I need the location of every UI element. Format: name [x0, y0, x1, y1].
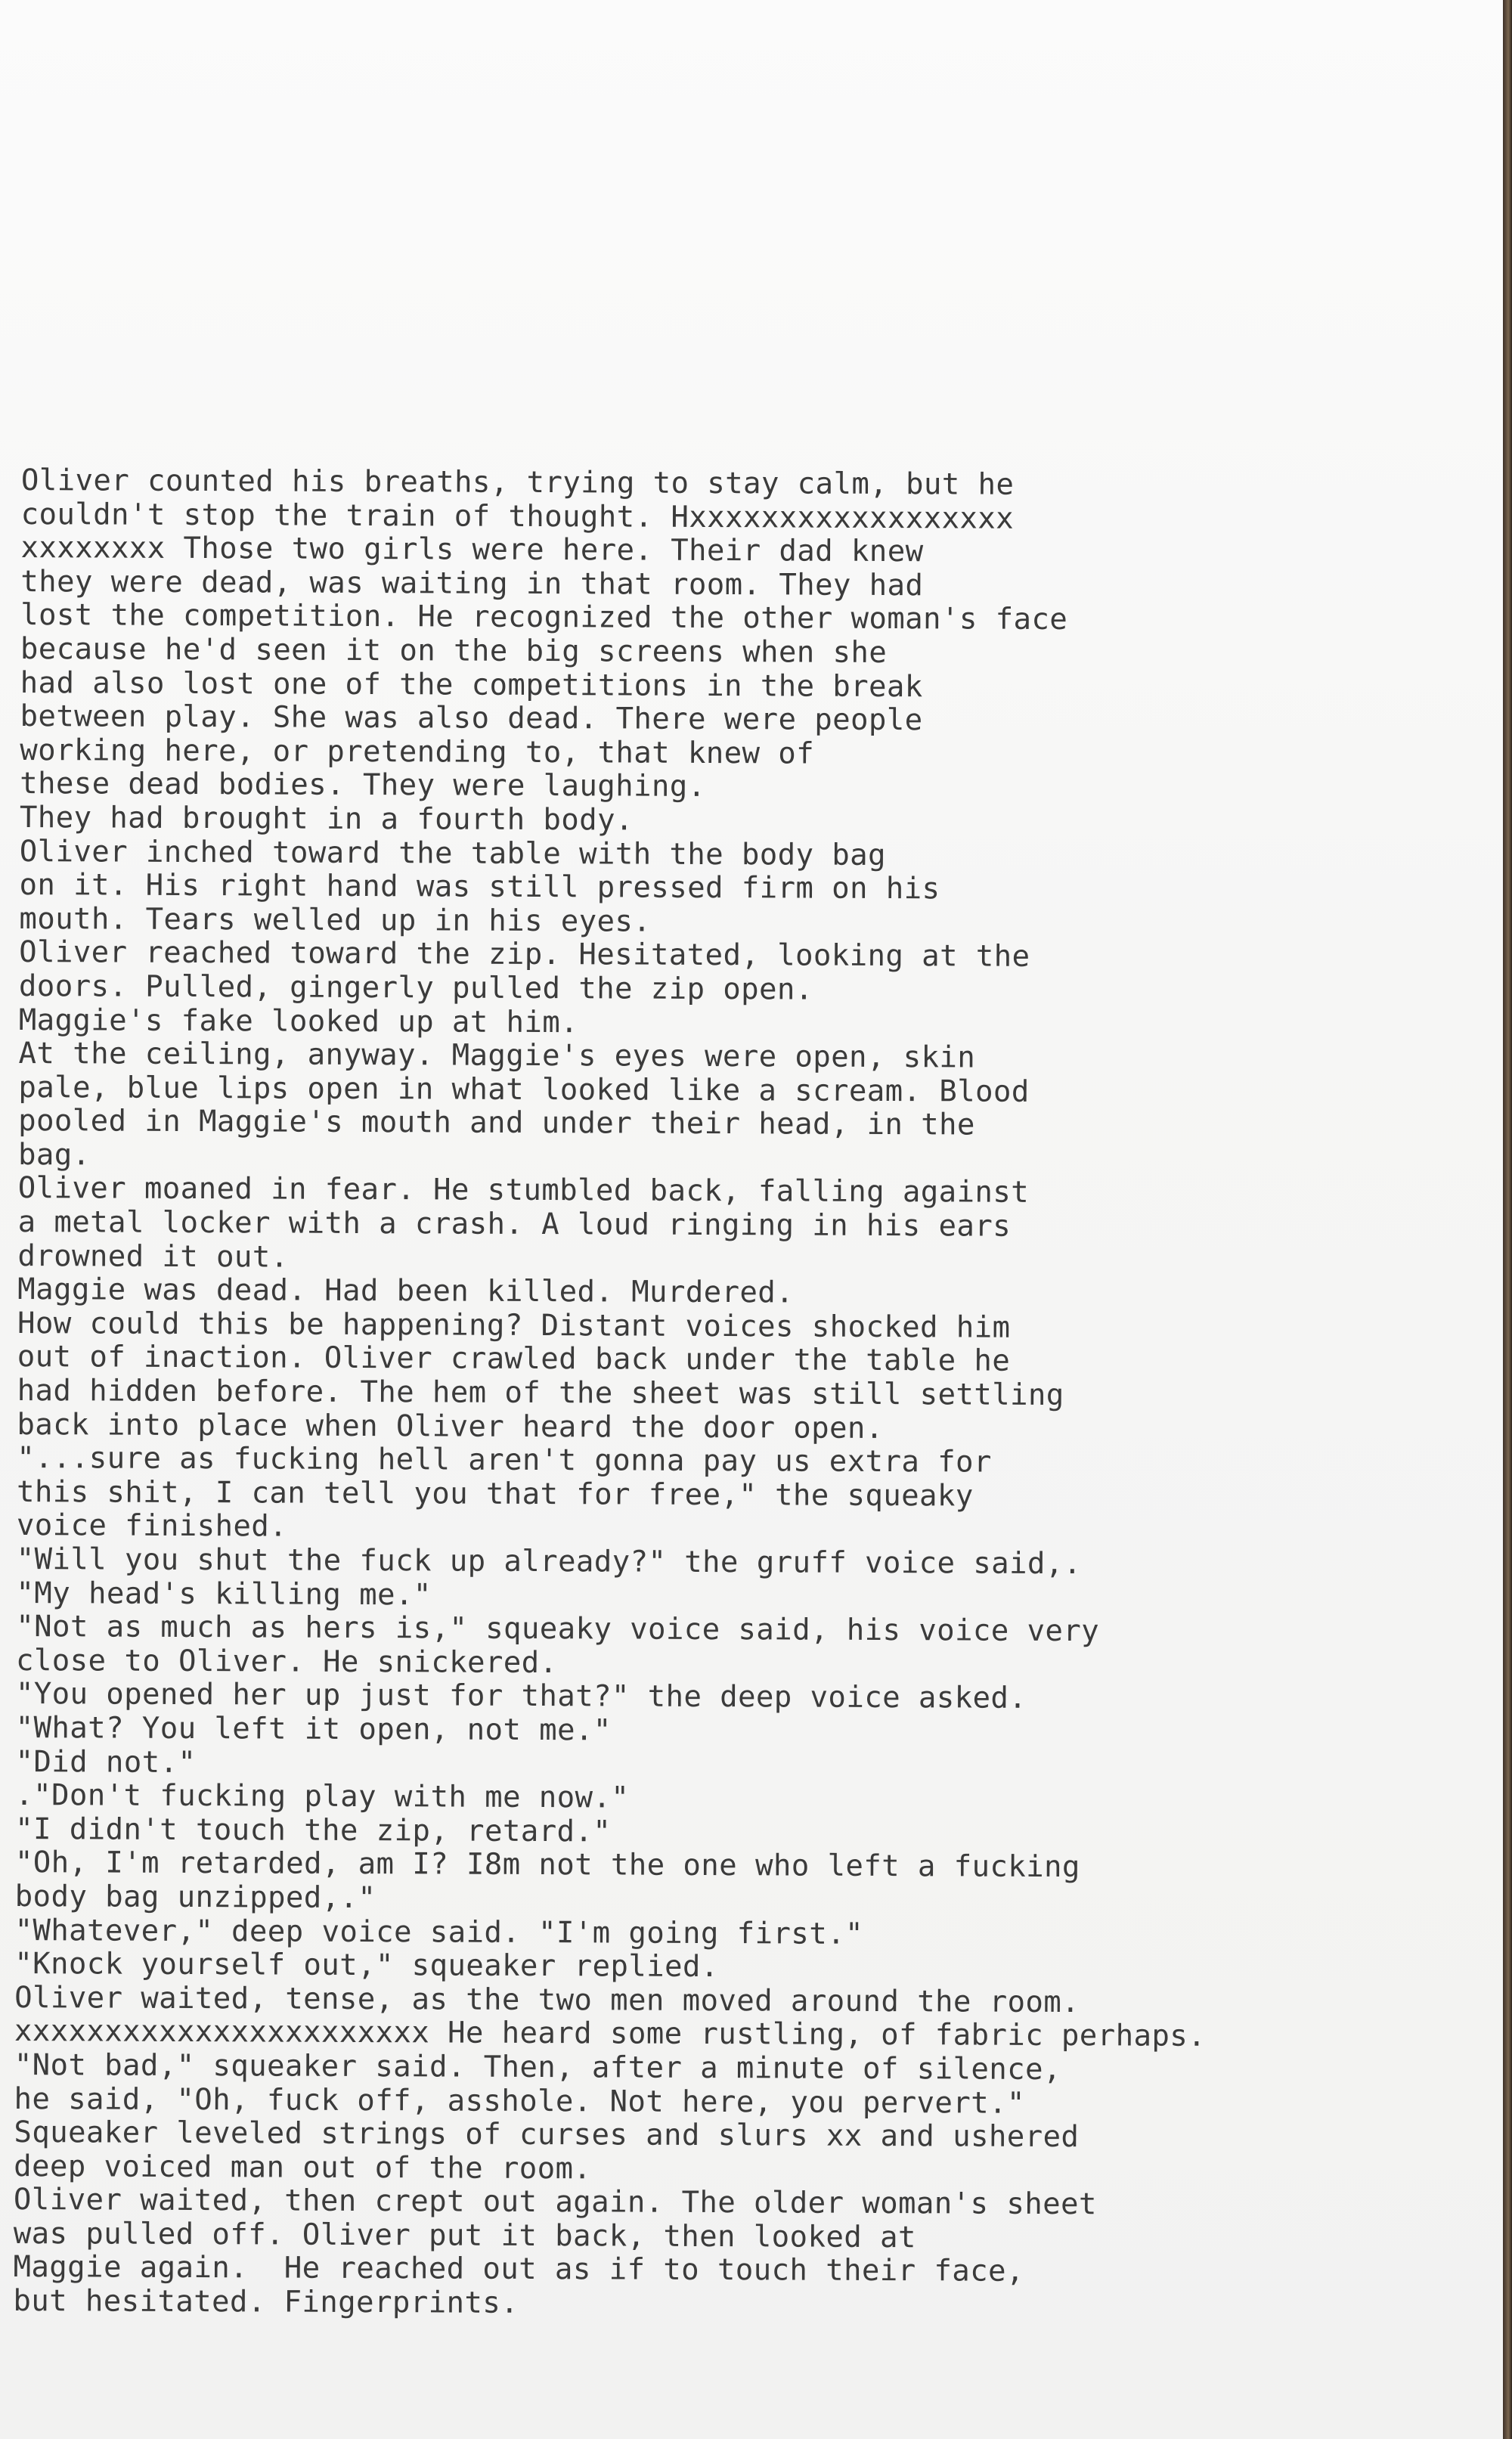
typed-line: deep voiced man out of the room. [14, 2149, 592, 2186]
typed-line: At the ceiling, anyway. Maggie's eyes were open, skin [18, 1037, 976, 1075]
typed-line: mouth. Tears welled up in his eyes. [19, 901, 652, 939]
typed-line: xxxxxxxx Those two girls were here. Their dad knew [20, 531, 924, 569]
typed-line: doors. Pulled, gingerly pulled the zip open. [18, 968, 813, 1007]
typed-line: How could this be happening? Distant voices shocked him [17, 1306, 1011, 1345]
typed-line: Oliver counted his breaths, trying to stay calm, but he [20, 463, 1015, 502]
typed-line: Oliver waited, then crept out again. The older woman's sheet [13, 2183, 1097, 2222]
typed-line: "Whatever," deep voice said. "I'm going first." [14, 1913, 863, 1951]
typed-line: had also lost one of the competitions in the break [20, 665, 923, 704]
typed-line: "Knock yourself out," squeaker replied. [14, 1947, 719, 1985]
typed-line: between play. She was also dead. There were people [20, 699, 923, 738]
typed-line: body bag unzipped,." [14, 1879, 376, 1916]
typed-line: had hidden before. The hem of the sheet was still settling [17, 1374, 1064, 1413]
typed-line: "Not as much as hers is," squeaky voice said, his voice very [16, 1610, 1100, 1649]
typed-line: Maggie was dead. Had been killed. Murdered. [17, 1272, 795, 1310]
typed-line: "Did not." [15, 1744, 197, 1780]
typed-line: this shit, I can tell you that for free," the squeaky [16, 1474, 974, 1514]
typed-text-block [13, 464, 1306, 2324]
typed-line: close to Oliver. He snickered. [15, 1643, 558, 1680]
typed-line: because he'd seen it on the big screens when she [20, 631, 888, 670]
typed-line: was pulled off. Oliver put it back, then looked at [13, 2216, 916, 2255]
typed-line: "...sure as fucking hell aren't gonna pay us extra for [17, 1441, 992, 1480]
typed-line: he said, "Oh, fuck off, asshole. Not here, you pervert." [14, 2081, 1025, 2121]
typed-line: "Not bad," squeaker said. Then, after a minute of silence, [14, 2047, 1061, 2087]
typed-line: "What? You left it open, not me." [15, 1710, 612, 1748]
typed-line: Maggie's fake looked up at him. [18, 1003, 579, 1040]
typed-line: Oliver reached toward the zip. Hesitated, looking at the [19, 935, 1030, 975]
typed-line: but hesitated. Fingerprints. [13, 2284, 519, 2320]
typed-line: pale, blue lips open in what looked like a scream. Blood [18, 1070, 1030, 1109]
typed-line: xxxxxxxxxxxxxxxxxxxxxxx He heard some rustling, of fabric perhaps. [14, 2014, 1207, 2054]
typed-line: They had brought in a fourth body. [19, 800, 634, 838]
typed-line: working here, or pretending to, that knew of [20, 733, 815, 771]
page-edge-background [1503, 0, 1512, 2439]
typed-line: on it. His right hand was still pressed firm on his [19, 868, 940, 906]
typed-line: "You opened her up just for that?" the deep voice asked. [15, 1677, 1027, 1716]
typed-line: "I didn't touch the zip, retard." [15, 1811, 612, 1849]
typed-line: Squeaker leveled strings of curses and slurs xx and ushered [14, 2115, 1080, 2155]
typed-line: Oliver moaned in fear. He stumbled back, falling against [17, 1171, 1030, 1210]
typed-line: out of inaction. Oliver crawled back under the table he [17, 1340, 1011, 1379]
typed-line: a metal locker with a crash. A loud ringing in his ears [17, 1205, 1012, 1244]
typed-line: bag. [17, 1137, 91, 1173]
typed-line: pooled in Maggie's mouth and under their head, in the [18, 1104, 975, 1142]
typed-line: back into place when Oliver heard the door open. [17, 1407, 884, 1446]
typed-line: Oliver waited, tense, as the two men moved around the room. [14, 1980, 1080, 2019]
typed-line: drowned it out. [17, 1238, 289, 1275]
typed-line: they were dead, was waiting in that room. They had [20, 564, 924, 603]
typed-line: "My head's killing me." [16, 1576, 432, 1612]
typed-line: voice finished. [16, 1508, 288, 1544]
typed-line: ."Don't fucking play with me now." [15, 1778, 630, 1815]
typed-line: Oliver inched toward the table with the body bag [19, 834, 887, 872]
typed-line: "Oh, I'm retarded, am I? I8m not the one who left a fucking [14, 1846, 1080, 1885]
typed-line: "Will you shut the fuck up already?" the gruff voice said,. [16, 1542, 1082, 1582]
typed-line: these dead bodies. They were laughing. [20, 767, 706, 804]
typed-line: lost the competition. He recognized the other woman's face [20, 598, 1068, 637]
typed-line: Maggie again. He reached out as if to touch their face, [13, 2250, 1024, 2289]
typed-line: couldn't stop the train of thought. Hxxxxxxxxxxxxxxxxxx [20, 497, 1015, 536]
